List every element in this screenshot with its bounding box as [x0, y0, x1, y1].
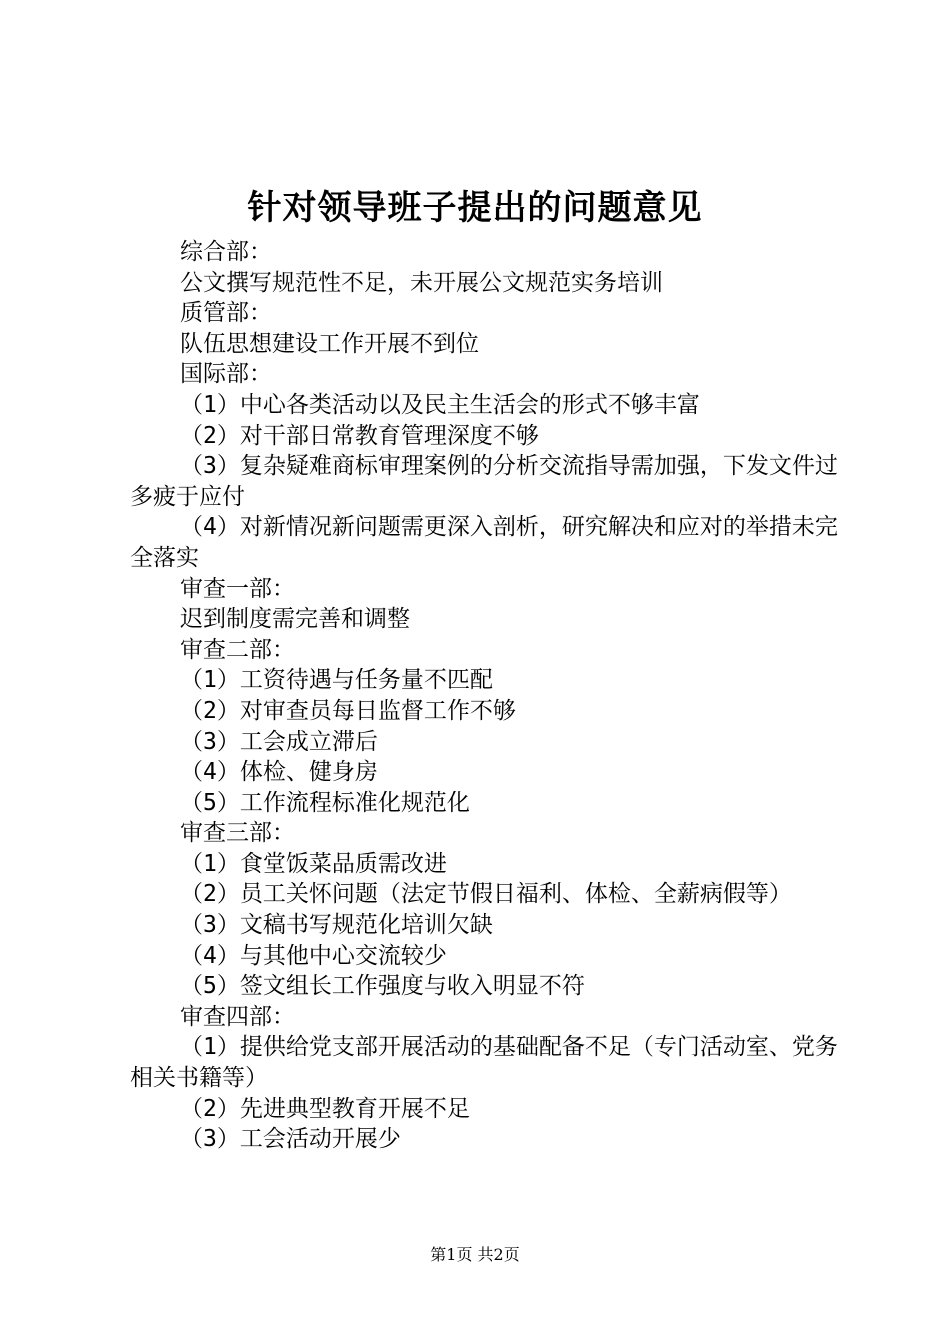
- issue-item: （1）提供给党支部开展活动的基础配备不足（专门活动室、党务相关书籍等）: [130, 1034, 838, 1092]
- issue-item: （4）体检、健身房: [180, 759, 378, 786]
- issue-text: 迟到制度需完善和调整: [180, 606, 410, 633]
- issue-item: （4）与其他中心交流较少: [180, 942, 447, 969]
- issue-item: （1）工资待遇与任务量不匹配: [180, 667, 493, 694]
- issue-item: （1）中心各类活动以及民主生活会的形式不够丰富: [180, 391, 700, 418]
- section-heading-shencha-1: 审查一部：: [180, 575, 295, 602]
- issue-text: 队伍思想建设工作开展不到位: [180, 330, 479, 357]
- section-heading-guoji: 国际部：: [180, 361, 272, 388]
- issue-item: （3）工会活动开展少: [180, 1126, 401, 1153]
- issue-item: （5）签文组长工作强度与收入明显不符: [180, 973, 585, 1000]
- issue-item: （2）先进典型教育开展不足: [180, 1095, 470, 1122]
- issue-item: （3）文稿书写规范化培训欠缺: [180, 912, 493, 939]
- issue-item: （3）工会成立滞后: [180, 728, 378, 755]
- issue-item: （2）员工关怀问题（法定节假日福利、体检、全薪病假等）: [180, 881, 792, 908]
- section-heading-shencha-4: 审查四部：: [180, 1003, 295, 1030]
- issue-item: （2）对审查员每日监督工作不够: [180, 697, 516, 724]
- issue-text: 公文撰写规范性不足，未开展公文规范实务培训: [180, 269, 663, 296]
- issue-item: （5）工作流程标准化规范化: [180, 789, 470, 816]
- issue-item: （3）复杂疑难商标审理案例的分析交流指导需加强，下发文件过多疲于应付: [130, 453, 838, 510]
- page-number-footer: 第1页 共2页: [430, 1245, 520, 1264]
- issue-item: （1）食堂饭菜品质需改进: [180, 850, 447, 877]
- section-heading-zhiguan: 质管部：: [180, 300, 272, 327]
- section-heading-shencha-3: 审查三部：: [180, 820, 295, 847]
- document-title: 针对领导班子提出的问题意见: [247, 188, 703, 228]
- section-heading-zonghe: 综合部：: [180, 239, 272, 265]
- section-heading-shencha-2: 审查二部：: [180, 636, 295, 663]
- issue-item: （4）对新情况新问题需更深入剖析，研究解决和应对的举措未完全落实: [130, 514, 838, 571]
- issue-item: （2）对干部日常教育管理深度不够: [180, 422, 539, 449]
- document-body: [130, 237, 840, 1155]
